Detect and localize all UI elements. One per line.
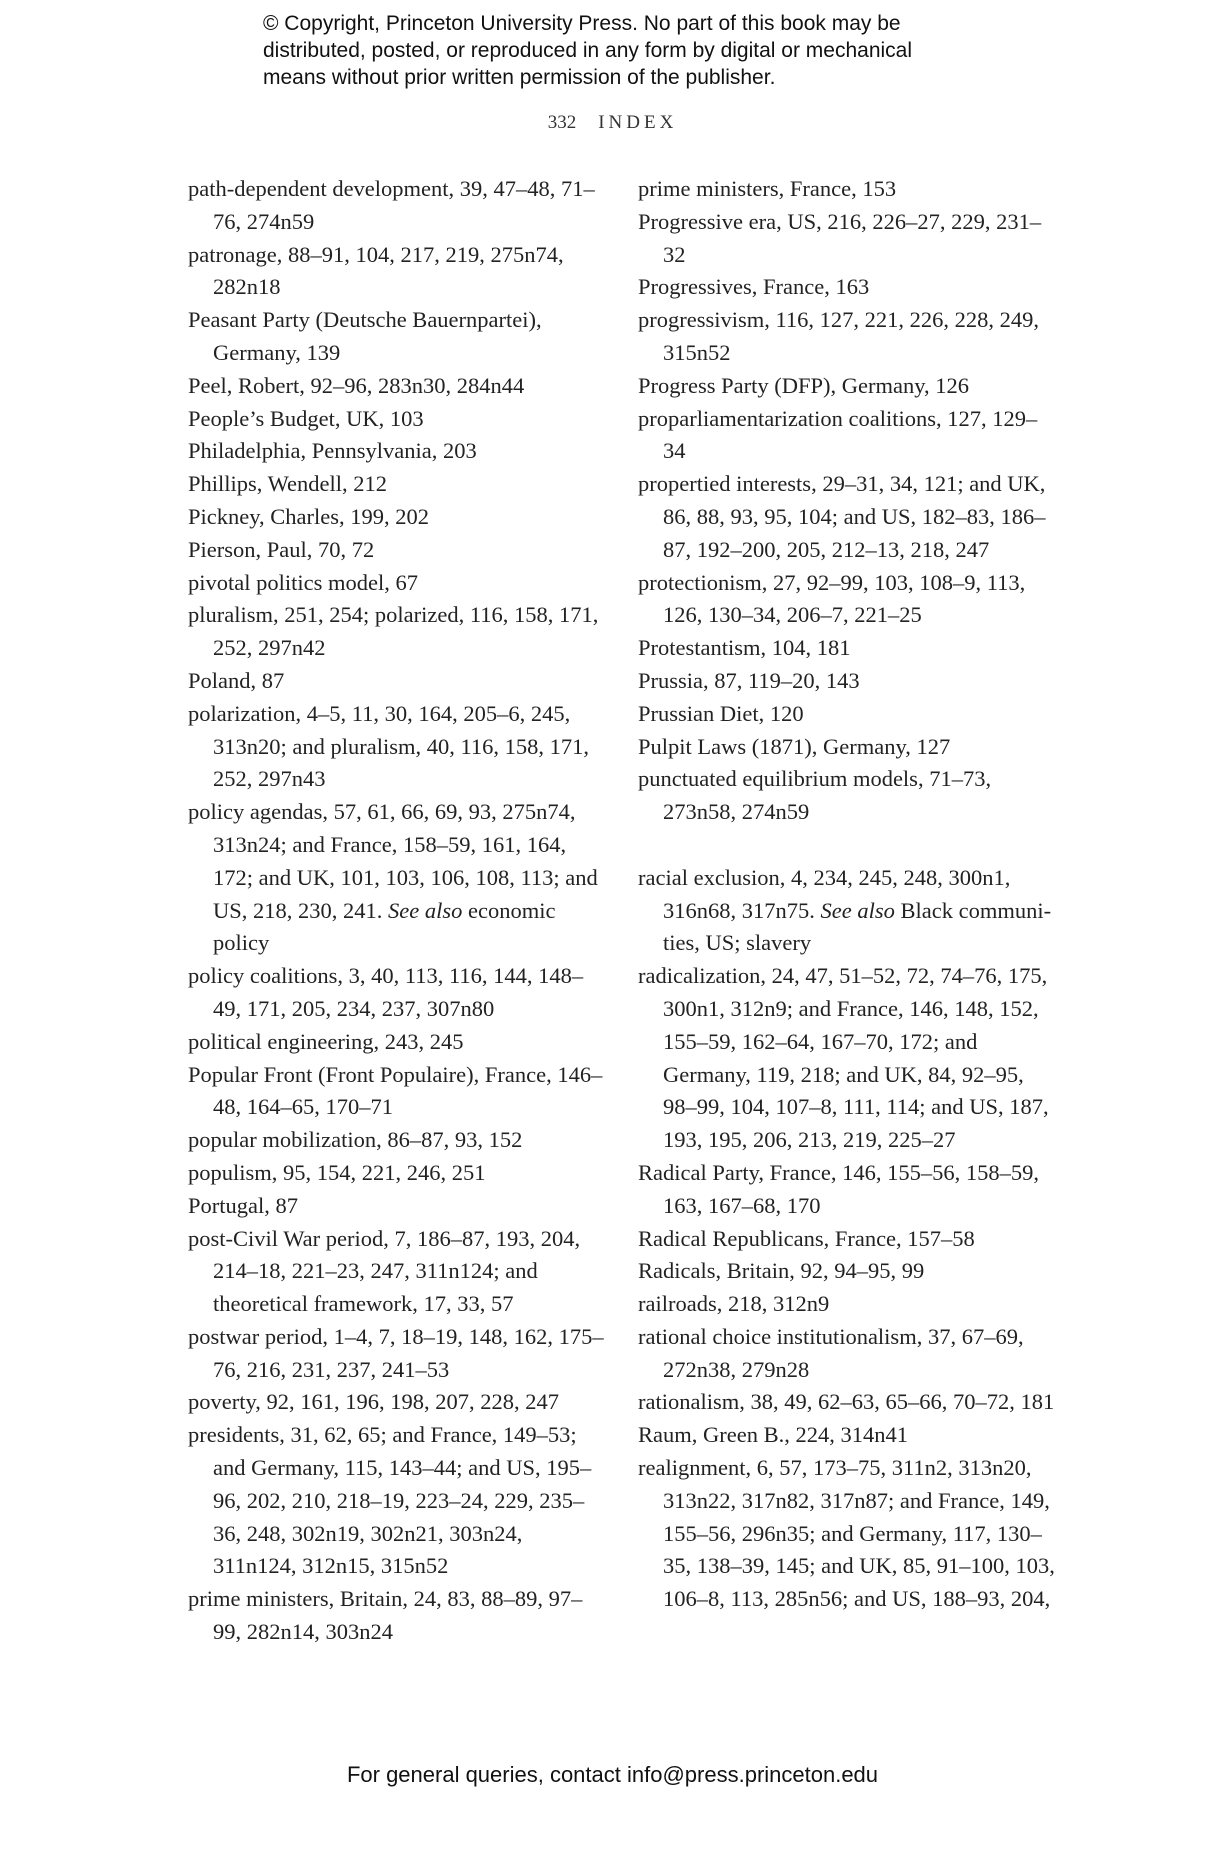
index-entry: proparliamentarization coalitions, 127, 129–34: [638, 405, 1038, 464]
copyright-notice: [263, 10, 1023, 91]
index-column-right: [638, 173, 1058, 1616]
index-entry: Peel, Robert, 92–96, 283n30, 284n44: [188, 372, 525, 398]
entry-text: economic policy: [213, 897, 556, 956]
entry-text: racial exclusion, 4, 234, 245, 248, 300n1, 316n68, 317n75.: [638, 864, 1011, 923]
index-entry: Prussia, 87, 119–20, 143: [638, 667, 860, 693]
index-entry: patronage, 88–91, 104, 217, 219, 275n74, 282n18: [188, 241, 564, 300]
index-entry: Peasant Party (Deutsche Bauernpartei), Germany, 139: [188, 307, 542, 365]
index-entry: popular mobilization, 86–87, 93, 152: [188, 1127, 523, 1153]
index-entry: populism, 95, 154, 221, 246, 251: [188, 1159, 486, 1185]
index-entry: post-Civil War period, 7, 186–87, 193, 204, 214–18, 221–23, 247, 311n124; and theoretical framework, 17, 33, 57: [188, 1225, 581, 1317]
page-number: 332: [547, 112, 577, 133]
index-entry: presidents, 31, 62, 65; and France, 149–53; and Germany, 115, 143–44; and US, 195–96, 202, 210, 218–19, 223–24, 229, 235–36, 248, 302n19, 302n21, 303n24, 311n124, 312n15, 315n52: [188, 1422, 592, 1579]
index-entry: Phillips, Wendell, 212: [188, 471, 388, 497]
index-entry: postwar period, 1–4, 7, 18–19, 148, 162, 175–76, 216, 231, 237, 241–53: [188, 1323, 604, 1382]
index-entry: path-dependent development, 39, 47–48, 71–76, 274n59: [188, 176, 595, 234]
index-entry: Radicals, Britain, 92, 94–95, 99: [638, 1258, 925, 1284]
see-also-label: See also: [388, 897, 463, 923]
running-head: [0, 112, 1225, 134]
index-entry: rationalism, 38, 49, 62–63, 65–66, 70–72, 181: [638, 1389, 1055, 1415]
index-entry: Popular Front (Front Populaire), France, 146–48, 164–65, 170–71: [188, 1061, 603, 1120]
index-entry: punctuated equilibrium models, 71–73, 273n58, 274n59: [638, 766, 992, 825]
copyright-line-2: distributed, posted, or reproduced in any form by digital or mechanical: [263, 39, 913, 62]
see-also-label: See also: [820, 897, 895, 923]
entry-text: policy agendas, 57, 61, 66, 69, 93, 275n74, 313n24; and France, 158–59, 161, 164, 172; and UK, 101, 103, 106, 108, 113; and US, 218, 230, 241.: [188, 799, 598, 923]
entry-text: Black communi-ties, US; slavery: [663, 897, 1052, 956]
index-entry: prime ministers, France, 153: [638, 176, 897, 201]
index-entry: progressivism, 116, 127, 221, 226, 228, 249, 315n52: [638, 307, 1040, 365]
copyright-line-3: means without prior written permission of the publisher.: [263, 66, 776, 89]
index-entry: Portugal, 87: [188, 1192, 298, 1218]
index-entry: Progressive era, US, 216, 226–27, 229, 231–32: [638, 208, 1042, 267]
index-entry: Pierson, Paul, 70, 72: [188, 536, 375, 562]
index-entry: policy coalitions, 3, 40, 113, 116, 144, 148–49, 171, 205, 234, 237, 307n80: [188, 963, 584, 1021]
index-entry: People’s Budget, UK, 103: [188, 405, 424, 431]
index-entry: railroads, 218, 312n9: [638, 1291, 830, 1317]
index-column-left: [188, 173, 608, 1649]
index-entry: Raum, Green B., 224, 314n41: [638, 1422, 908, 1448]
index-entry: Radical Republicans, France, 157–58: [638, 1225, 975, 1251]
index-entry: rational choice institutionalism, 37, 67–69, 272n38, 279n28: [638, 1323, 1024, 1382]
index-entry: Poland, 87: [188, 667, 285, 693]
index-entry: Pulpit Laws (1871), Germany, 127: [638, 733, 951, 759]
index-entry: polarization, 4–5, 11, 30, 164, 205–6, 245, 313n20; and pluralism, 40, 116, 158, 171, 252, 297n43: [188, 700, 590, 792]
index-entry: Philadelphia, Pennsylvania, 203: [188, 438, 477, 464]
index-entry: Progress Party (DFP), Germany, 126: [638, 372, 970, 398]
index-entry: prime ministers, Britain, 24, 83, 88–89, 97–99, 282n14, 303n24: [188, 1586, 583, 1645]
footer-contact: For general queries, contact info@press.princeton.edu: [346, 1762, 879, 1787]
index-entry: Radical Party, France, 146, 155–56, 158–59, 163, 167–68, 170: [638, 1159, 1039, 1218]
index-entry-policy-agendas: [188, 796, 608, 960]
index-entry: Prussian Diet, 120: [638, 700, 804, 726]
section-title: INDEX: [598, 112, 678, 133]
index-entry: pluralism, 251, 254; polarized, 116, 158, 171, 252, 297n42: [188, 602, 599, 661]
index-entry: propertied interests, 29–31, 34, 121; and UK, 86, 88, 93, 95, 104; and US, 182–83, 186–87, 192–200, 205, 212–13, 218, 247: [638, 471, 1046, 562]
index-entry: poverty, 92, 161, 196, 198, 207, 228, 247: [188, 1389, 560, 1415]
index-entry: political engineering, 243, 245: [188, 1028, 464, 1054]
index-entry: Protestantism, 104, 181: [638, 635, 851, 661]
index-entry-racial-exclusion: [638, 862, 1058, 960]
index-entry: radicalization, 24, 47, 51–52, 72, 74–76, 175, 300n1, 312n9; and France, 146, 148, 152, 155–59, 162–64, 167–70, 172; and Germany, 119, 218; and UK, 84, 92–95, 98–99, 104, 107–8, 111, 114; and US, 187, 193, 195, 206, 213, 219, 225–27: [638, 963, 1049, 1153]
index-entry: Progressives, France, 163: [638, 274, 870, 300]
index-entry: pivotal politics model, 67: [188, 569, 418, 595]
index-entry: protectionism, 27, 92–99, 103, 108–9, 113, 126, 130–34, 206–7, 221–25: [638, 569, 1026, 628]
copyright-line-1: © Copyright, Princeton University Press. No part of this book may be: [263, 12, 901, 35]
index-entry: realignment, 6, 57, 173–75, 311n2, 313n20, 313n22, 317n82, 317n87; and France, 149, 155–56, 296n35; and Germany, 117, 130–35, 138–39, 145; and UK, 85, 91–100, 103, 106–8, 113, 285n56; and US, 188–93, 204,: [638, 1455, 1055, 1612]
index-entry: Pickney, Charles, 199, 202: [188, 503, 430, 529]
